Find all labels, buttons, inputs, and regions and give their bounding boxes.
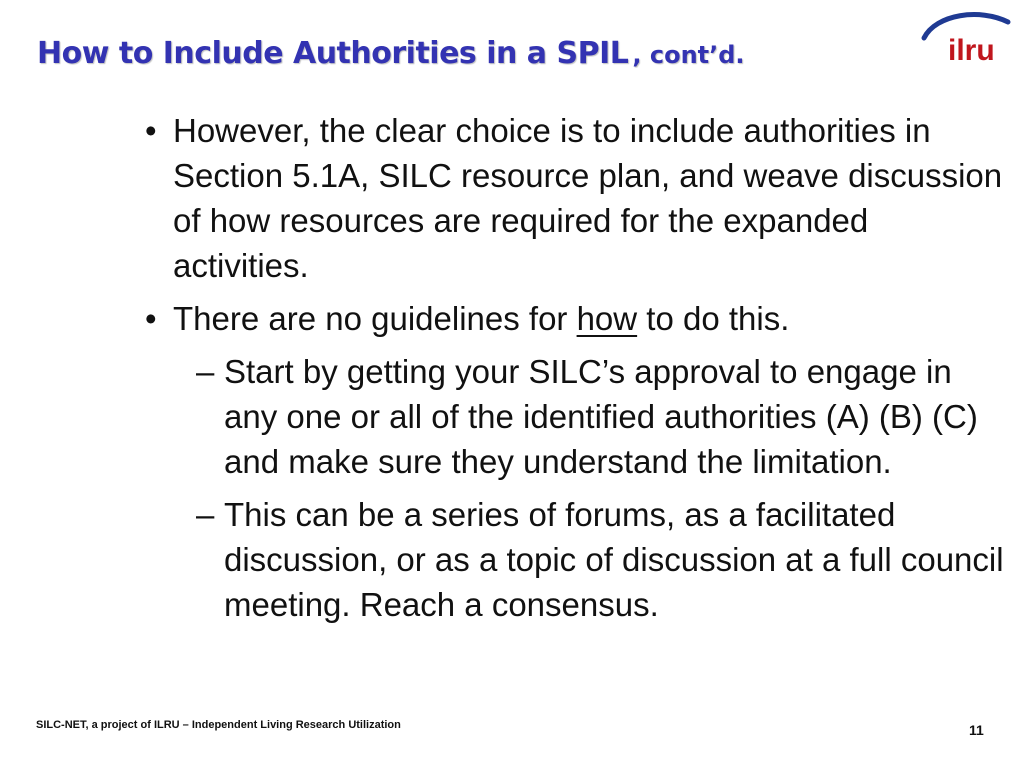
bullet-text [173, 300, 789, 337]
slide-body [145, 108, 1005, 635]
page-number: 11 [969, 722, 984, 738]
underlined-word: how [576, 300, 638, 337]
bullet-text: However, the clear choice is to include authorities in Section 5.1A, SILC resource plan, and weave discussion of how resources are required for the expanded activities. [173, 112, 1003, 284]
bullet-marker: • [145, 300, 157, 337]
bullet-text-after: to do this. [637, 300, 790, 337]
dash-marker: – [196, 353, 215, 390]
dash-marker: – [196, 496, 215, 533]
bullet-item [145, 108, 1005, 288]
sub-bullet-text: Start by getting your SILC’s approval to engage in any one or all of the identified authorities (A) (B) (C) and make sure they understand the limitation. [224, 353, 978, 480]
sub-bullet-item [145, 492, 1005, 627]
title-main: How to Include Authorities in a SPIL [37, 36, 629, 71]
bullet-marker: • [145, 112, 157, 149]
sub-bullet-item [145, 349, 1005, 484]
bullet-item [145, 296, 1005, 341]
bullet-text-before: There are no guidelines for [173, 300, 577, 337]
title-suffix: , cont’d. [632, 41, 745, 69]
slide-title [37, 36, 745, 71]
footer-text: SILC-NET, a project of ILRU – Independent Living Research Utilization [36, 719, 401, 731]
ilru-logo [918, 8, 1014, 66]
sub-bullet-text: This can be a series of forums, as a facilitated discussion, or as a topic of discussion at a full council meeting. Reach a consensus. [224, 496, 1004, 623]
logo-text: ilru [948, 34, 995, 66]
